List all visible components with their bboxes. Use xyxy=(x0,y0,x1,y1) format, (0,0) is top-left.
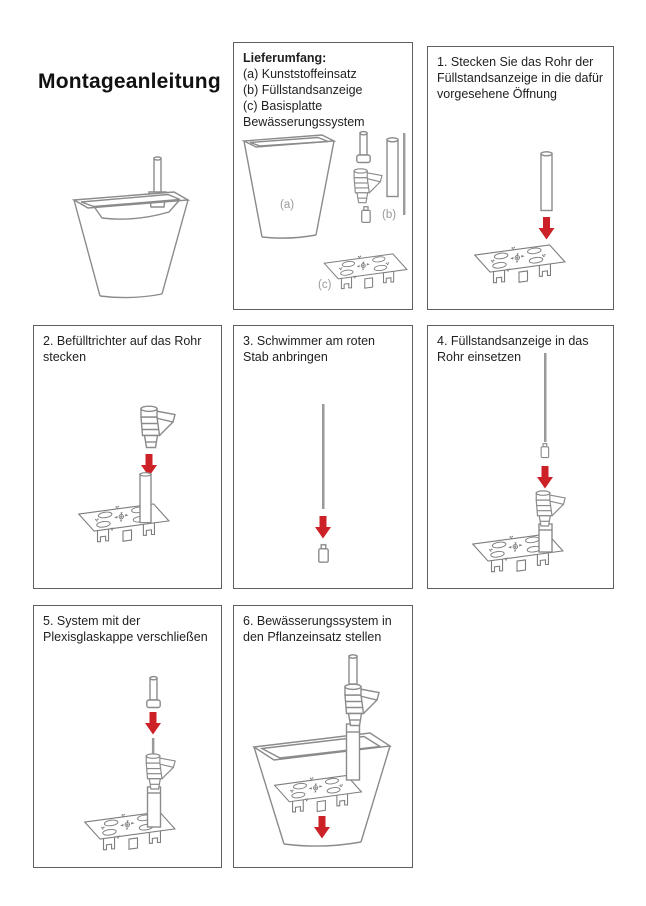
page-title: Montageanleitung xyxy=(38,70,221,93)
water-tube-icon xyxy=(541,152,552,211)
step-3-illustration xyxy=(234,326,411,587)
indicator-rod-icon xyxy=(403,133,405,215)
arrow-down-icon xyxy=(314,816,330,839)
part-label-a: (a) xyxy=(280,199,295,211)
panel-step-2 xyxy=(33,325,222,589)
fill-funnel-icon xyxy=(536,491,565,526)
delivery-contents-illustration xyxy=(234,43,411,308)
part-label-c: (c) xyxy=(318,279,332,291)
panel-delivery-contents xyxy=(233,42,413,310)
fill-funnel-icon xyxy=(345,684,379,725)
water-tube-icon xyxy=(539,524,552,552)
base-plate-icon xyxy=(275,775,362,811)
arrow-down-icon xyxy=(539,217,555,240)
delivery-item-c: (c) Basisplatte Bewässerungssystem xyxy=(243,99,365,129)
panel-step-4 xyxy=(427,325,614,589)
float-icon xyxy=(319,545,328,562)
fill-funnel-icon xyxy=(354,169,382,203)
water-tube-icon xyxy=(140,473,151,523)
panel-step-5 xyxy=(33,605,222,868)
base-plate-icon xyxy=(79,504,169,542)
step-4-text: 4. Füllstandsanzeige in das Rohr einsetzen xyxy=(437,334,589,364)
step-6-text: 6. Bewässerungssystem in den Pflanzeinsatz stellen xyxy=(243,614,392,644)
fill-funnel-icon xyxy=(141,406,175,447)
step-5-illustration xyxy=(34,606,220,866)
arrow-down-icon xyxy=(145,712,161,735)
step-6-illustration xyxy=(234,606,411,866)
plexiglass-cap-icon xyxy=(357,132,370,163)
float-icon xyxy=(362,207,370,223)
water-tube-icon xyxy=(387,138,398,197)
step-2-text: 2. Befülltrichter auf das Rohr stecken xyxy=(43,334,202,364)
plexiglass-cap-icon xyxy=(349,656,357,684)
step-3-text: 3. Schwimmer am roten Stab anbringen xyxy=(243,334,375,364)
step-1-illustration xyxy=(428,47,612,308)
indicator-rod-icon xyxy=(322,404,325,509)
indicator-tube-icon xyxy=(154,158,161,194)
planter-overview-illustration xyxy=(68,146,198,306)
step-2-illustration xyxy=(34,326,220,587)
base-plate-icon xyxy=(85,812,175,850)
base-plate-icon xyxy=(324,254,407,289)
step-5-text: 5. System mit der Plexisglaskappe verschließen xyxy=(43,614,208,644)
part-label-b: (b) xyxy=(382,209,397,221)
indicator-rod-icon xyxy=(152,738,155,755)
base-plate-icon xyxy=(475,245,565,283)
plexiglass-cap-icon xyxy=(147,677,160,708)
step-1-text: 1. Stecken Sie das Rohr der Füllstandsanzeige in die dafür vorgesehene Öffnung xyxy=(437,55,604,101)
delivery-item-a: (a) Kunststoffeinsatz xyxy=(243,67,357,81)
panel-step-3 xyxy=(233,325,413,589)
delivery-heading: Lieferumfang: xyxy=(243,51,327,65)
delivery-item-b: (b) Füllstandsanzeige xyxy=(243,83,363,97)
step-4-illustration xyxy=(428,326,612,587)
panel-step-1 xyxy=(427,46,614,310)
fill-funnel-icon xyxy=(146,754,175,789)
plastic-insert-icon xyxy=(244,135,334,238)
arrow-down-icon xyxy=(537,466,553,489)
arrow-down-icon xyxy=(315,516,331,539)
panel-step-6 xyxy=(233,605,413,868)
indicator-rod-icon xyxy=(544,353,547,442)
float-icon xyxy=(541,444,549,458)
